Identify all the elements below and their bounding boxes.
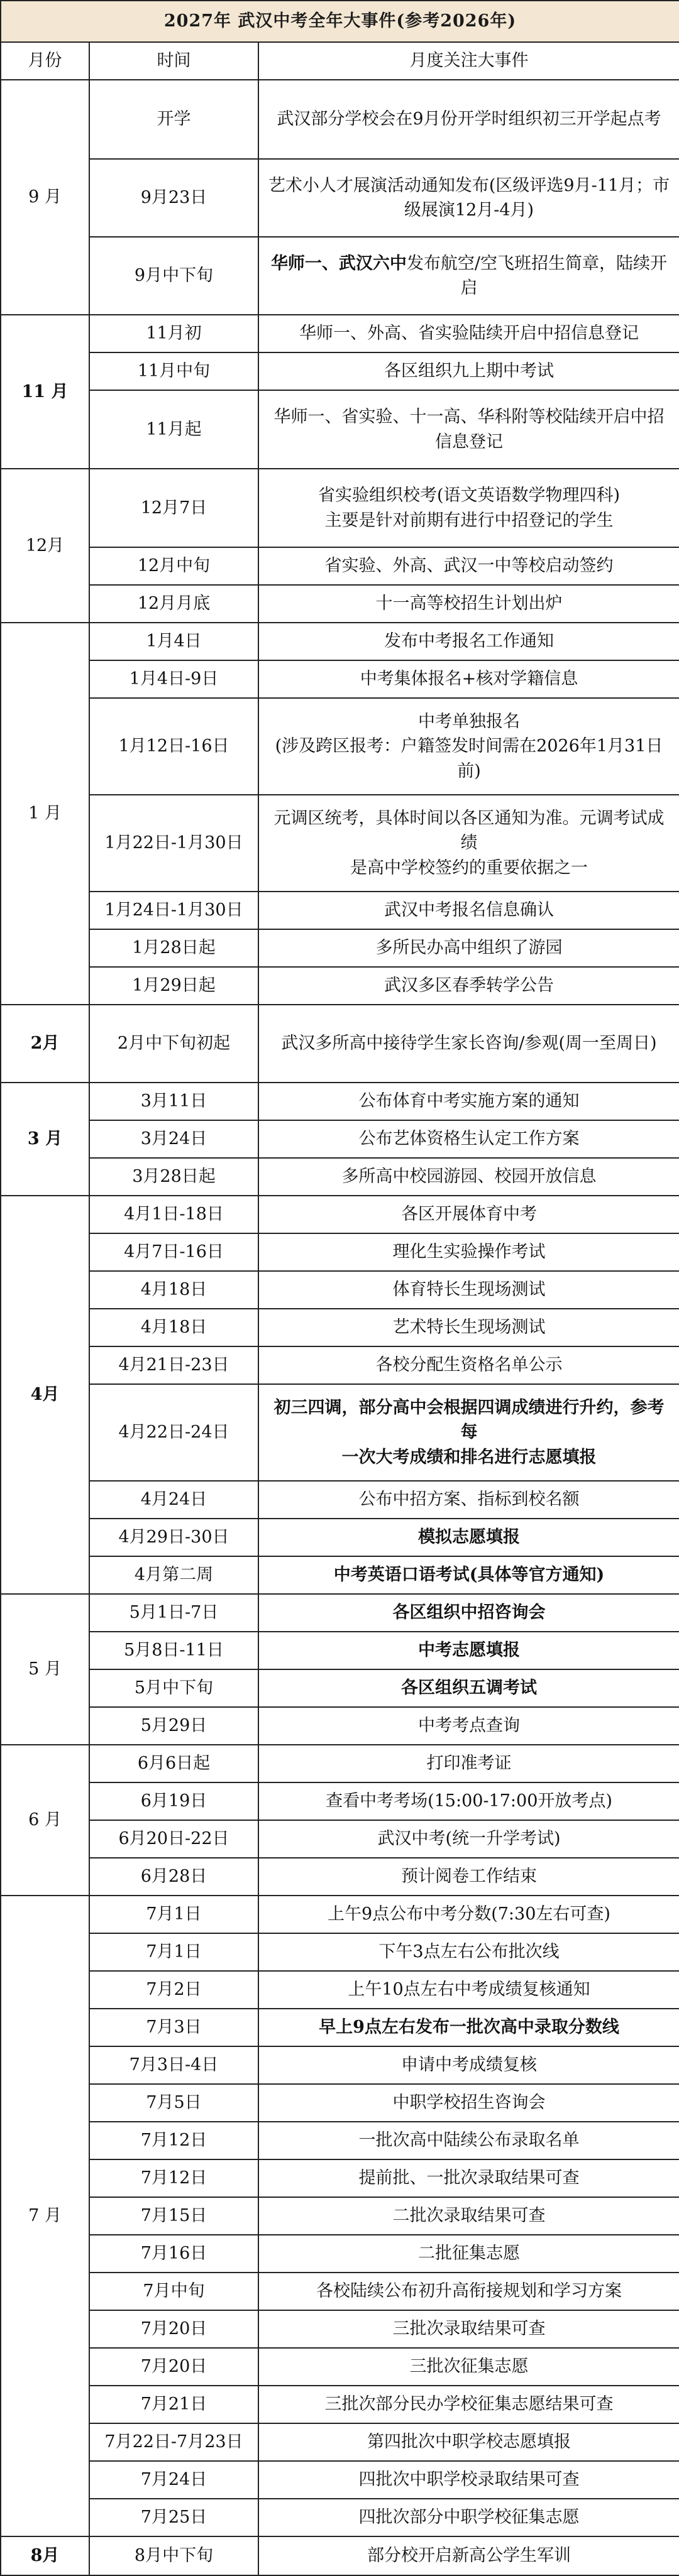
time-cell: 11月起 bbox=[89, 390, 258, 469]
table-row bbox=[1, 237, 679, 315]
event-text: 华师一、武汉六中发布航空/空飞班招生简章，陆续开启 bbox=[270, 253, 668, 298]
table-row bbox=[1, 1196, 679, 1233]
time-cell: 4月1日-18日 bbox=[89, 1196, 258, 1233]
event-text: 部分校开启新高公学生军训 bbox=[367, 2546, 571, 2566]
event-cell bbox=[258, 1858, 679, 1896]
table-row bbox=[1, 698, 679, 795]
event-text: 四批次部分中职学校征集志愿 bbox=[358, 2508, 580, 2528]
table-row bbox=[1, 929, 679, 967]
table-row bbox=[1, 80, 679, 159]
time-cell: 4月第二周 bbox=[89, 1556, 258, 1594]
table-row bbox=[1, 1519, 679, 1556]
event-cell bbox=[258, 2122, 679, 2159]
event-text: 各区组织中招咨询会 bbox=[392, 1603, 546, 1623]
event-cell bbox=[258, 2423, 679, 2461]
table-row bbox=[1, 1933, 679, 1971]
table-row bbox=[1, 1481, 679, 1519]
month-cell: 4月 bbox=[1, 1196, 89, 1594]
table-row bbox=[1, 1346, 679, 1384]
event-cell bbox=[258, 390, 679, 469]
event-cell bbox=[258, 660, 679, 698]
event-text: 打印准考证 bbox=[426, 1754, 512, 1774]
time-cell: 7月20日 bbox=[89, 2310, 258, 2348]
event-cell bbox=[258, 1083, 679, 1120]
table-row bbox=[1, 390, 679, 469]
table-row bbox=[1, 2536, 679, 2575]
time-cell: 7月24日 bbox=[89, 2461, 258, 2499]
table-row bbox=[1, 967, 679, 1005]
event-text: 各校分配生资格名单公示 bbox=[375, 1355, 563, 1375]
event-text: 各区组织五调考试 bbox=[401, 1678, 537, 1698]
time-cell: 1月29日起 bbox=[89, 967, 258, 1005]
event-text: 中考志愿填报 bbox=[418, 1640, 520, 1661]
event-cell bbox=[258, 795, 679, 892]
event-cell bbox=[258, 2461, 679, 2499]
event-cell bbox=[258, 929, 679, 967]
event-text: 查看中考考场(15:00-17:00开放考点) bbox=[326, 1791, 612, 1811]
table-row bbox=[1, 795, 679, 892]
event-text: 二批次录取结果可查 bbox=[392, 2206, 546, 2226]
table-row bbox=[1, 2159, 679, 2197]
table-row bbox=[1, 2197, 679, 2235]
event-cell bbox=[258, 1346, 679, 1384]
header-time: 时间 bbox=[89, 42, 258, 80]
event-cell bbox=[258, 2273, 679, 2310]
table-row bbox=[1, 315, 679, 352]
event-cell bbox=[258, 1005, 679, 1083]
event-text: 理化生实验操作考试 bbox=[392, 1242, 546, 1262]
time-cell: 4月21日-23日 bbox=[89, 1346, 258, 1384]
event-text: 十一高等校招生计划出炉 bbox=[375, 594, 563, 614]
time-cell: 11月初 bbox=[89, 315, 258, 352]
event-cell bbox=[258, 1196, 679, 1233]
time-cell: 12月7日 bbox=[89, 469, 258, 547]
time-cell: 4月22日-24日 bbox=[89, 1384, 258, 1481]
table-row bbox=[1, 2348, 679, 2386]
event-text: 上午10点左右中考成绩复核通知 bbox=[348, 1980, 590, 2000]
time-cell: 7月20日 bbox=[89, 2348, 258, 2386]
time-cell: 5月8日-11日 bbox=[89, 1632, 258, 1669]
event-cell bbox=[258, 547, 679, 585]
month-cell: 1 月 bbox=[1, 623, 89, 1005]
event-cell bbox=[258, 1158, 679, 1196]
event-cell bbox=[258, 2536, 679, 2575]
time-cell: 7月21日 bbox=[89, 2386, 258, 2423]
table-row bbox=[1, 1820, 679, 1858]
event-text: 主要是针对前期有进行中招登记的学生 bbox=[324, 510, 614, 530]
table-row bbox=[1, 547, 679, 585]
event-cell bbox=[258, 2159, 679, 2197]
title-row bbox=[1, 1, 679, 42]
event-cell bbox=[258, 967, 679, 1005]
table-row bbox=[1, 1005, 679, 1083]
time-cell: 12月月底 bbox=[89, 585, 258, 623]
event-text: 公布体育中考实施方案的通知 bbox=[358, 1091, 580, 1111]
event-cell bbox=[258, 1519, 679, 1556]
table-row bbox=[1, 2461, 679, 2499]
table-row bbox=[1, 2423, 679, 2461]
event-text: 三批次部分民办学校征集志愿结果可查 bbox=[324, 2394, 614, 2415]
time-cell: 3月11日 bbox=[89, 1083, 258, 1120]
table-row bbox=[1, 1669, 679, 1707]
event-cell bbox=[258, 1933, 679, 1971]
event-text: 中考英语口语考试(具体等官方通知) bbox=[333, 1565, 605, 1585]
month-cell: 2月 bbox=[1, 1005, 89, 1083]
time-cell: 6月6日起 bbox=[89, 1745, 258, 1782]
time-cell: 4月7日-16日 bbox=[89, 1233, 258, 1271]
event-text: 多所民办高中组织了游园 bbox=[375, 938, 563, 958]
event-text: 各区开展体育中考 bbox=[401, 1204, 537, 1225]
time-cell: 1月24日-1月30日 bbox=[89, 892, 258, 929]
time-cell: 7月1日 bbox=[89, 1933, 258, 1971]
event-text: 四批次中职学校录取结果可查 bbox=[358, 2470, 580, 2490]
table-row bbox=[1, 892, 679, 929]
event-cell bbox=[258, 315, 679, 352]
event-text: 武汉部分学校会在9月份开学时组织初三开学起点考 bbox=[277, 109, 661, 129]
month-cell: 7 月 bbox=[1, 1896, 89, 2536]
event-cell bbox=[258, 2310, 679, 2348]
month-cell: 11 月 bbox=[1, 315, 89, 469]
time-cell: 6月28日 bbox=[89, 1858, 258, 1896]
table-row bbox=[1, 1271, 679, 1309]
event-cell bbox=[258, 2046, 679, 2084]
event-cell bbox=[258, 585, 679, 623]
event-cell bbox=[258, 1971, 679, 2009]
event-cell bbox=[258, 1669, 679, 1707]
event-cell bbox=[258, 469, 679, 547]
table-row bbox=[1, 1556, 679, 1594]
event-text: 三批次录取结果可查 bbox=[392, 2319, 546, 2339]
header-month: 月份 bbox=[1, 42, 89, 80]
event-text: 申请中考成绩复核 bbox=[401, 2055, 537, 2075]
event-text: 公布中招方案、指标到校名额 bbox=[358, 1490, 580, 1510]
event-text: 武汉多区春季转学公告 bbox=[384, 976, 554, 996]
time-cell: 9月23日 bbox=[89, 159, 258, 237]
time-cell: 6月19日 bbox=[89, 1782, 258, 1820]
event-text: 中职学校招生咨询会 bbox=[392, 2093, 546, 2113]
event-cell bbox=[258, 1896, 679, 1933]
event-text: 三批次征集志愿 bbox=[409, 2357, 529, 2377]
table-row bbox=[1, 469, 679, 547]
time-cell: 7月12日 bbox=[89, 2159, 258, 2197]
time-cell: 1月22日-1月30日 bbox=[89, 795, 258, 892]
table-row bbox=[1, 1233, 679, 1271]
table-row bbox=[1, 660, 679, 698]
event-text: 多所高中校园游园、校园开放信息 bbox=[341, 1167, 597, 1187]
table-row bbox=[1, 1858, 679, 1896]
event-cell bbox=[258, 892, 679, 929]
event-cell bbox=[258, 2348, 679, 2386]
event-cell bbox=[258, 1820, 679, 1858]
table-row bbox=[1, 1896, 679, 1933]
event-cell bbox=[258, 2499, 679, 2536]
event-text: 发布中考报名工作通知 bbox=[384, 631, 554, 652]
time-cell: 4月18日 bbox=[89, 1271, 258, 1309]
event-text: 上午9点公布中考分数(7:30左右可查) bbox=[328, 1904, 610, 1924]
event-text: 一次大考成绩和排名进行志愿填报 bbox=[341, 1447, 597, 1467]
table-row bbox=[1, 2386, 679, 2423]
event-text: 武汉中考报名信息确认 bbox=[384, 900, 554, 920]
table-row bbox=[1, 352, 679, 390]
time-cell: 7月15日 bbox=[89, 2197, 258, 2235]
time-cell: 7月3日 bbox=[89, 2009, 258, 2046]
table-row bbox=[1, 2273, 679, 2310]
event-cell bbox=[258, 1233, 679, 1271]
time-cell: 7月中旬 bbox=[89, 2273, 258, 2310]
table-row bbox=[1, 2046, 679, 2084]
table-row bbox=[1, 1632, 679, 1669]
table-row bbox=[1, 1971, 679, 2009]
time-cell: 2月中下旬初起 bbox=[89, 1005, 258, 1083]
table-row bbox=[1, 159, 679, 237]
time-cell: 7月2日 bbox=[89, 1971, 258, 2009]
event-text: 省实验组织校考(语文英语数学物理四科) bbox=[317, 486, 621, 506]
event-text: 各校陆续公布初升高衔接规划和学习方案 bbox=[316, 2281, 622, 2301]
time-cell: 开学 bbox=[89, 80, 258, 159]
event-text: (涉及跨区报考：户籍签发时间需在2026年1月31日前) bbox=[275, 736, 663, 781]
event-cell bbox=[258, 159, 679, 237]
event-text: 模拟志愿填报 bbox=[418, 1527, 520, 1547]
event-cell bbox=[258, 1481, 679, 1519]
month-cell: 3 月 bbox=[1, 1083, 89, 1196]
event-text: 提前批、一批次录取结果可查 bbox=[358, 2168, 580, 2188]
time-cell: 7月25日 bbox=[89, 2499, 258, 2536]
month-cell: 12月 bbox=[1, 469, 89, 623]
time-cell: 11月中旬 bbox=[89, 352, 258, 390]
event-cell bbox=[258, 237, 679, 315]
time-cell: 1月4日-9日 bbox=[89, 660, 258, 698]
event-text: 中考单独报名 bbox=[418, 712, 520, 732]
event-cell bbox=[258, 2009, 679, 2046]
event-cell bbox=[258, 623, 679, 660]
time-cell: 6月20日-22日 bbox=[89, 1820, 258, 1858]
event-text: 艺术特长生现场测试 bbox=[392, 1318, 546, 1338]
event-cell bbox=[258, 1707, 679, 1745]
event-text: 中考考点查询 bbox=[418, 1716, 520, 1736]
header-event: 月度关注大事件 bbox=[258, 42, 679, 80]
event-cell bbox=[258, 2084, 679, 2122]
table-row bbox=[1, 1782, 679, 1820]
table-row bbox=[1, 2310, 679, 2348]
month-cell: 9 月 bbox=[1, 80, 89, 315]
time-cell: 7月5日 bbox=[89, 2084, 258, 2122]
event-cell bbox=[258, 1384, 679, 1481]
table-row bbox=[1, 1083, 679, 1120]
event-text: 体育特长生现场测试 bbox=[392, 1280, 546, 1300]
time-cell: 7月22日-7月23日 bbox=[89, 2423, 258, 2461]
time-cell: 3月24日 bbox=[89, 1120, 258, 1158]
header-row bbox=[1, 42, 679, 80]
event-text: 早上9点左右发布一批次高中录取分数线 bbox=[319, 2017, 619, 2038]
time-cell: 7月1日 bbox=[89, 1896, 258, 1933]
event-text: 初三四调，部分高中会根据四调成绩进行升约，参考每 bbox=[273, 1398, 665, 1443]
time-cell: 9月中下旬 bbox=[89, 237, 258, 315]
table-row bbox=[1, 1309, 679, 1346]
time-cell: 7月3日-4日 bbox=[89, 2046, 258, 2084]
event-text: 艺术小人才展演活动通知发布(区级评选9月-11月；市级展演12月-4月) bbox=[268, 175, 670, 220]
event-cell bbox=[258, 1556, 679, 1594]
event-text: 武汉中考(统一升学考试) bbox=[377, 1829, 561, 1849]
time-cell: 5月中下旬 bbox=[89, 1669, 258, 1707]
event-cell bbox=[258, 698, 679, 795]
event-cell bbox=[258, 1271, 679, 1309]
month-cell: 8月 bbox=[1, 2536, 89, 2575]
table-row bbox=[1, 585, 679, 623]
event-text: 中考集体报名+核对学籍信息 bbox=[360, 669, 578, 689]
table-row bbox=[1, 1120, 679, 1158]
event-text: 元调区统考，具体时间以各区通知为准。元调考试成绩 bbox=[273, 809, 665, 853]
time-cell: 5月29日 bbox=[89, 1707, 258, 1745]
event-text: 第四批次中职学校志愿填报 bbox=[367, 2432, 571, 2452]
event-text: 一批次高中陆续公布录取名单 bbox=[358, 2131, 580, 2151]
event-cell bbox=[258, 1632, 679, 1669]
event-text: 下午3点左右公布批次线 bbox=[378, 1942, 560, 1962]
table-row bbox=[1, 2084, 679, 2122]
event-cell bbox=[258, 2235, 679, 2273]
time-cell: 1月12日-16日 bbox=[89, 698, 258, 795]
table-row bbox=[1, 2122, 679, 2159]
table-row bbox=[1, 2235, 679, 2273]
time-cell: 4月18日 bbox=[89, 1309, 258, 1346]
table-row bbox=[1, 1158, 679, 1196]
time-cell: 12月中旬 bbox=[89, 547, 258, 585]
time-cell: 1月28日起 bbox=[89, 929, 258, 967]
page-title: 2027年 武汉中考全年大事件(参考2026年) bbox=[1, 1, 679, 42]
table-row bbox=[1, 2499, 679, 2536]
event-cell bbox=[258, 2197, 679, 2235]
event-text: 华师一、省实验、十一高、华科附等校陆续开启中招信息登记 bbox=[273, 407, 665, 452]
month-cell: 6 月 bbox=[1, 1745, 89, 1896]
time-cell: 7月12日 bbox=[89, 2122, 258, 2159]
table-row bbox=[1, 1384, 679, 1481]
event-text: 预计阅卷工作结束 bbox=[401, 1867, 537, 1887]
time-cell: 3月28日起 bbox=[89, 1158, 258, 1196]
event-cell bbox=[258, 352, 679, 390]
event-cell bbox=[258, 1782, 679, 1820]
event-cell bbox=[258, 1745, 679, 1782]
event-text: 华师一、外高、省实验陆续开启中招信息登记 bbox=[299, 324, 639, 344]
table-row bbox=[1, 2009, 679, 2046]
event-text: 二批征集志愿 bbox=[418, 2244, 520, 2264]
table-row bbox=[1, 1594, 679, 1632]
event-text: 省实验、外高、武汉一中等校启动签约 bbox=[324, 556, 614, 576]
time-cell: 8月中下旬 bbox=[89, 2536, 258, 2575]
table-row bbox=[1, 623, 679, 660]
time-cell: 1月4日 bbox=[89, 623, 258, 660]
event-text: 是高中学校签约的重要依据之一 bbox=[350, 858, 588, 878]
time-cell: 4月29日-30日 bbox=[89, 1519, 258, 1556]
event-cell bbox=[258, 80, 679, 159]
event-text: 各区组织九上期中考试 bbox=[384, 361, 554, 381]
event-cell bbox=[258, 1309, 679, 1346]
event-text: 公布艺体资格生认定工作方案 bbox=[358, 1129, 580, 1149]
event-cell bbox=[258, 2386, 679, 2423]
event-cell bbox=[258, 1120, 679, 1158]
month-cell: 5 月 bbox=[1, 1594, 89, 1745]
event-text: 武汉多所高中接待学生家长咨询/参观(周一至周日) bbox=[281, 1034, 657, 1054]
time-cell: 5月1日-7日 bbox=[89, 1594, 258, 1632]
table-row bbox=[1, 1707, 679, 1745]
time-cell: 7月16日 bbox=[89, 2235, 258, 2273]
event-cell bbox=[258, 1594, 679, 1632]
table-row bbox=[1, 1745, 679, 1782]
time-cell: 4月24日 bbox=[89, 1481, 258, 1519]
